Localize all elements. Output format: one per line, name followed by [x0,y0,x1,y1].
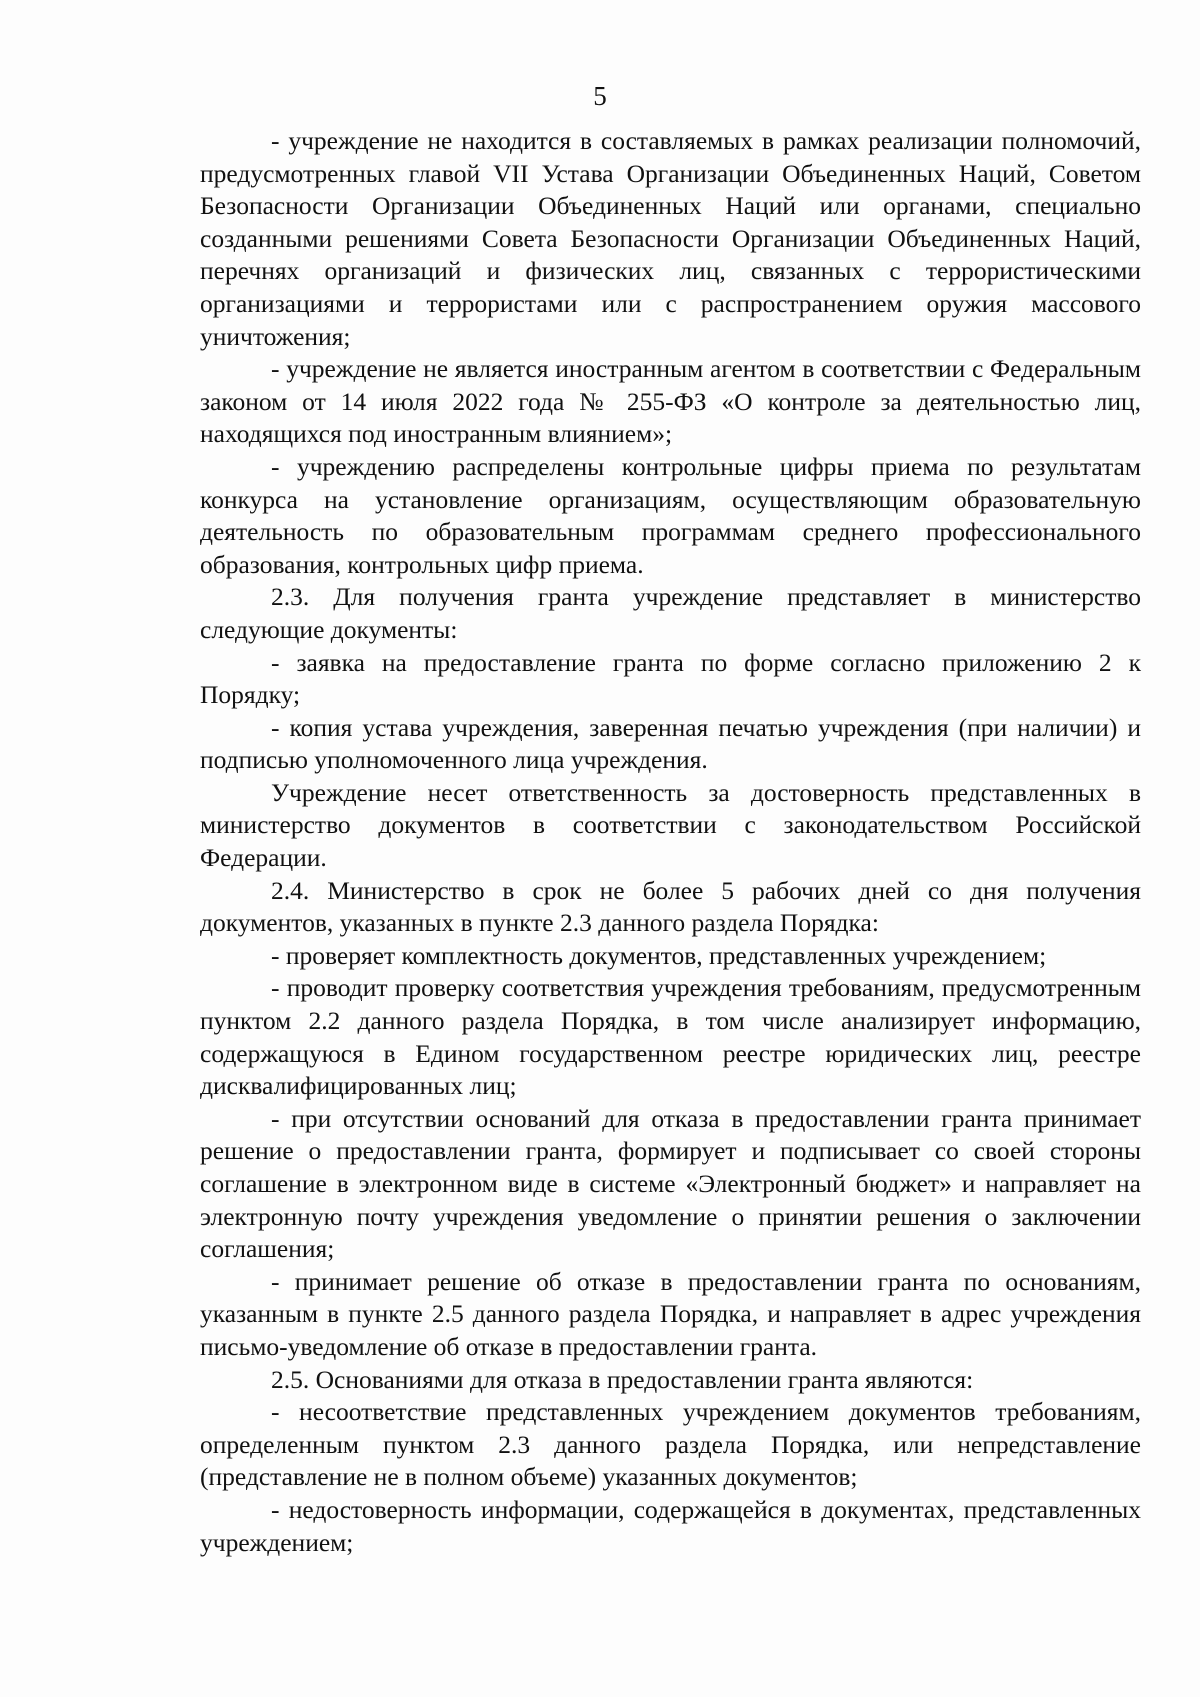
paragraph: - проводит проверку соответствия учреждения требованиям, предусмотренным пунктом 2.2 данного раздела Порядка, в том числе анализирует информацию, содержащуюся в Едином государственном реестре юридических лиц, реестре дисквалифицированных лиц; [200,973,1141,1101]
paragraph: - при отсутствии оснований для отказа в предоставлении гранта принимает решение о предоставлении гранта, формирует и подписывает со своей стороны соглашение в электронном виде в системе «Электронный бюджет» и направляет на электронную почту учреждения уведомление о принятии решения о заключении соглашения; [200,1103,1141,1264]
paragraph: - заявка на предоставление гранта по форме согласно приложению 2 к Порядку; [200,647,1141,710]
paragraph: - принимает решение об отказе в предоставлении гранта по основаниям, указанным в пункте 2.5 данного раздела Порядка, и направляет в адрес учреждения письмо-уведомление об отказе в предоставлении гранта. [200,1266,1141,1361]
paragraph: 2.5. Основаниями для отказа в предоставлении гранта являются: [271,1364,974,1394]
paragraph: - недостоверность информации, содержащейся в документах, представленных учреждением; [200,1494,1141,1557]
paragraph: - проверяет комплектность документов, представленных учреждением; [271,940,1047,970]
paragraph: 2.4. Министерство в срок не более 5 рабочих дней со дня получения документов, указанных в пункте 2.3 данного раздела Порядка: [200,875,1141,938]
paragraph: - несоответствие представленных учреждением документов требованиям, определенным пунктом 2.3 данного раздела Порядка, или непредставление (представление не в полном объеме) указанных документов; [200,1397,1141,1492]
paragraph: 2.3. Для получения гранта учреждение представляет в министерство следующие документы: [200,582,1141,644]
page-number: 5 [593,81,607,111]
paragraph: - учреждение не находится в составляемых в рамках реализации полномочий, предусмотренных главой VII Устава Организации Объединенных Наций, Советом Безопасности Организации Объединенных Наций или органами, специально созданными решениями Совета Безопасности Организации Объединенных Наций, перечнях организаций и физических лиц, связанных с террористическими организациями и террористами или с распространением оружия массового уничтожения; [200,126,1141,351]
paragraph: - учреждению распределены контрольные цифры приема по результатам конкурса на установление организациям, осуществляющим образовательную деятельность по образовательным программам среднего профессионального образования, контрольных цифр приема. [200,451,1141,579]
paragraph: - копия устава учреждения, заверенная печатью учреждения (при наличии) и подписью уполномоченного лица учреждения. [200,712,1141,775]
paragraph: - учреждение не является иностранным агентом в соответствии с Федеральным законом от 14 июля 2022 года № 255-ФЗ «О контроле за деятельностью лиц, находящихся под иностранным влиянием»; [200,354,1141,449]
body-text [200,125,1141,1559]
paragraph: Учреждение несет ответственность за достоверность представленных в министерство документов в соответствии с законодательством Российской Федерации. [200,777,1141,873]
